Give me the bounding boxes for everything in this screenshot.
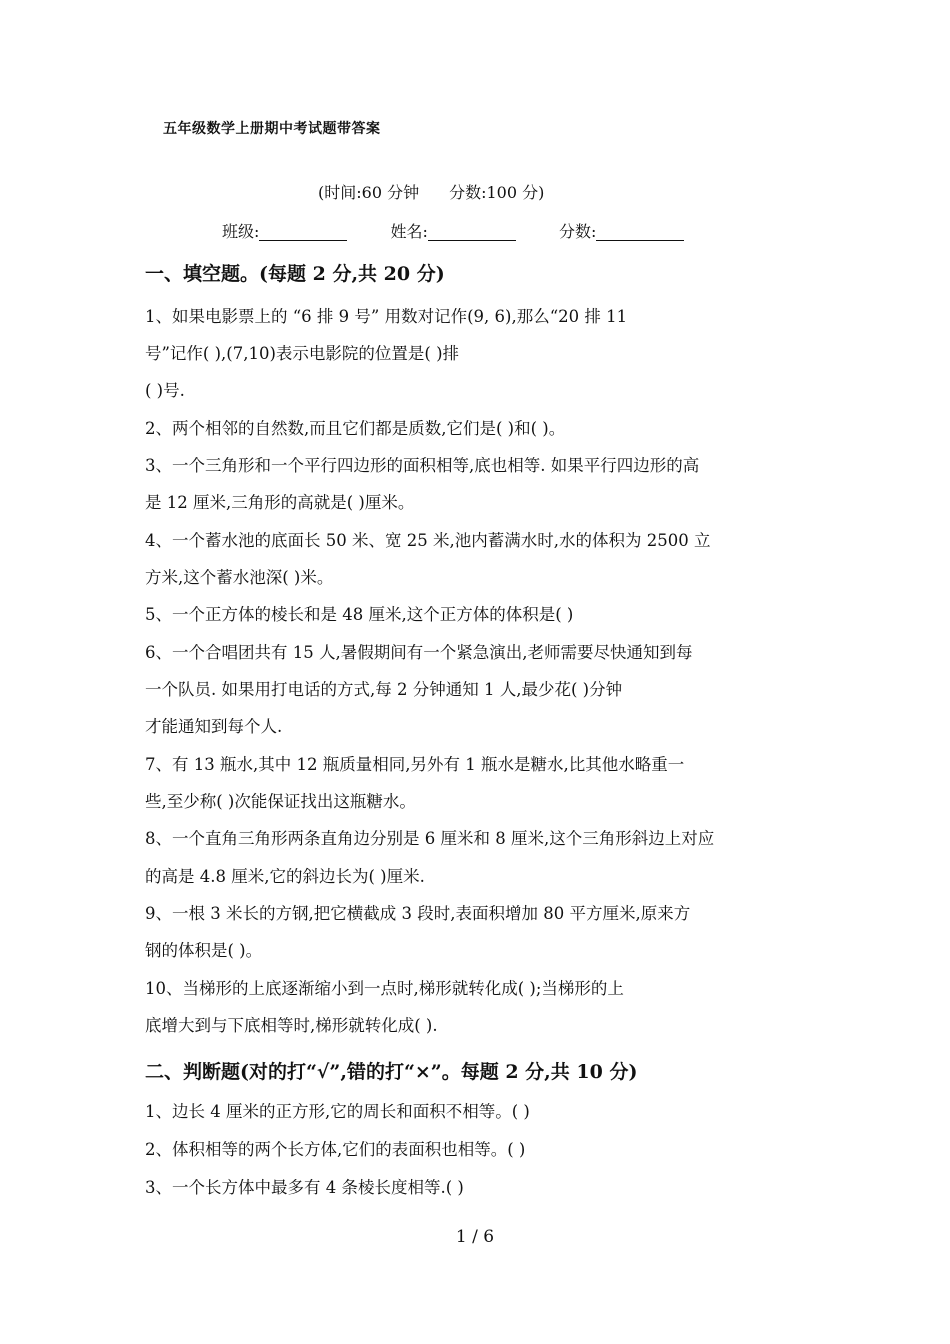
question-line: 底增大到与下底相等时,梯形就转化成( ). bbox=[145, 1016, 438, 1035]
section-2-title: 二、判断题(对的打“√”,错的打“×”。每题 2 分,共 10 分) bbox=[145, 1061, 638, 1083]
question-line: 10、当梯形的上底逐渐缩小到一点时,梯形就转化成( );当梯形的上 bbox=[145, 979, 624, 998]
page-number: 1 / 6 bbox=[455, 1227, 495, 1247]
time-score-line bbox=[318, 180, 544, 203]
score-label: 分数:100 分) bbox=[449, 183, 545, 202]
score-blank[interactable] bbox=[596, 224, 684, 241]
question-line: 是 12 厘米,三角形的高就是( )厘米。 bbox=[145, 493, 415, 512]
question-line: 2、体积相等的两个长方体,它们的表面积也相等。( ) bbox=[145, 1140, 526, 1159]
question-line: 一个队员. 如果用打电话的方式,每 2 分钟通知 1 人,最少花( )分钟 bbox=[145, 680, 623, 699]
question-line: 方米,这个蓄水池深( )米。 bbox=[145, 568, 334, 587]
class-label: 班级: bbox=[222, 222, 260, 241]
question-line: 6、一个合唱团共有 15 人,暑假期间有一个紧急演出,老师需要尽快通知到每 bbox=[145, 643, 693, 662]
question-line: 7、有 13 瓶水,其中 12 瓶质量相同,另外有 1 瓶水是糖水,比其他水略重一 bbox=[145, 755, 685, 774]
question-line: 1、边长 4 厘米的正方形,它的周长和面积不相等。( ) bbox=[145, 1102, 530, 1121]
question-line: 9、一根 3 米长的方钢,把它横截成 3 段时,表面积增加 80 平方厘米,原来方 bbox=[145, 904, 691, 923]
document-title: 五年级数学上册期中考试题带答案 bbox=[163, 121, 381, 137]
name-label: 姓名: bbox=[390, 222, 428, 241]
question-line: 才能通知到每个人. bbox=[145, 717, 283, 736]
question-line: 4、一个蓄水池的底面长 50 米、宽 25 米,池内蓄满水时,水的体积为 2500 立 bbox=[145, 531, 711, 550]
question-line: 3、一个长方体中最多有 4 条棱长度相等.( ) bbox=[145, 1178, 464, 1197]
question-line: 的高是 4.8 厘米,它的斜边长为( )厘米. bbox=[145, 867, 425, 886]
student-info-line bbox=[222, 219, 684, 242]
section-1-title: 一、填空题。(每题 2 分,共 20 分) bbox=[145, 263, 445, 285]
question-line: 钢的体积是( )。 bbox=[145, 941, 263, 960]
time-label: (时间:60 分钟 bbox=[318, 183, 420, 202]
question-line: 1、如果电影票上的 “6 排 9 号” 用数对记作(9, 6),那么“20 排 11 bbox=[145, 307, 628, 326]
name-field bbox=[391, 219, 516, 242]
question-line: 3、一个三角形和一个平行四边形的面积相等,底也相等. 如果平行四边形的高 bbox=[145, 456, 700, 475]
question-line: ( )号. bbox=[145, 381, 185, 400]
name-blank[interactable] bbox=[428, 224, 516, 241]
question-line: 5、一个正方体的棱长和是 48 厘米,这个正方体的体积是( ) bbox=[145, 605, 574, 624]
question-line: 2、两个相邻的自然数,而且它们都是质数,它们是( )和( )。 bbox=[145, 419, 566, 438]
class-field bbox=[222, 219, 347, 242]
question-line: 些,至少称( )次能保证找出这瓶糖水。 bbox=[145, 792, 416, 811]
question-line: 号”记作( ),(7,10)表示电影院的位置是( )排 bbox=[145, 344, 460, 363]
score-field-label: 分数: bbox=[559, 222, 597, 241]
class-blank[interactable] bbox=[259, 224, 347, 241]
question-line: 8、一个直角三角形两条直角边分别是 6 厘米和 8 厘米,这个三角形斜边上对应 bbox=[145, 829, 715, 848]
score-field bbox=[559, 219, 684, 242]
